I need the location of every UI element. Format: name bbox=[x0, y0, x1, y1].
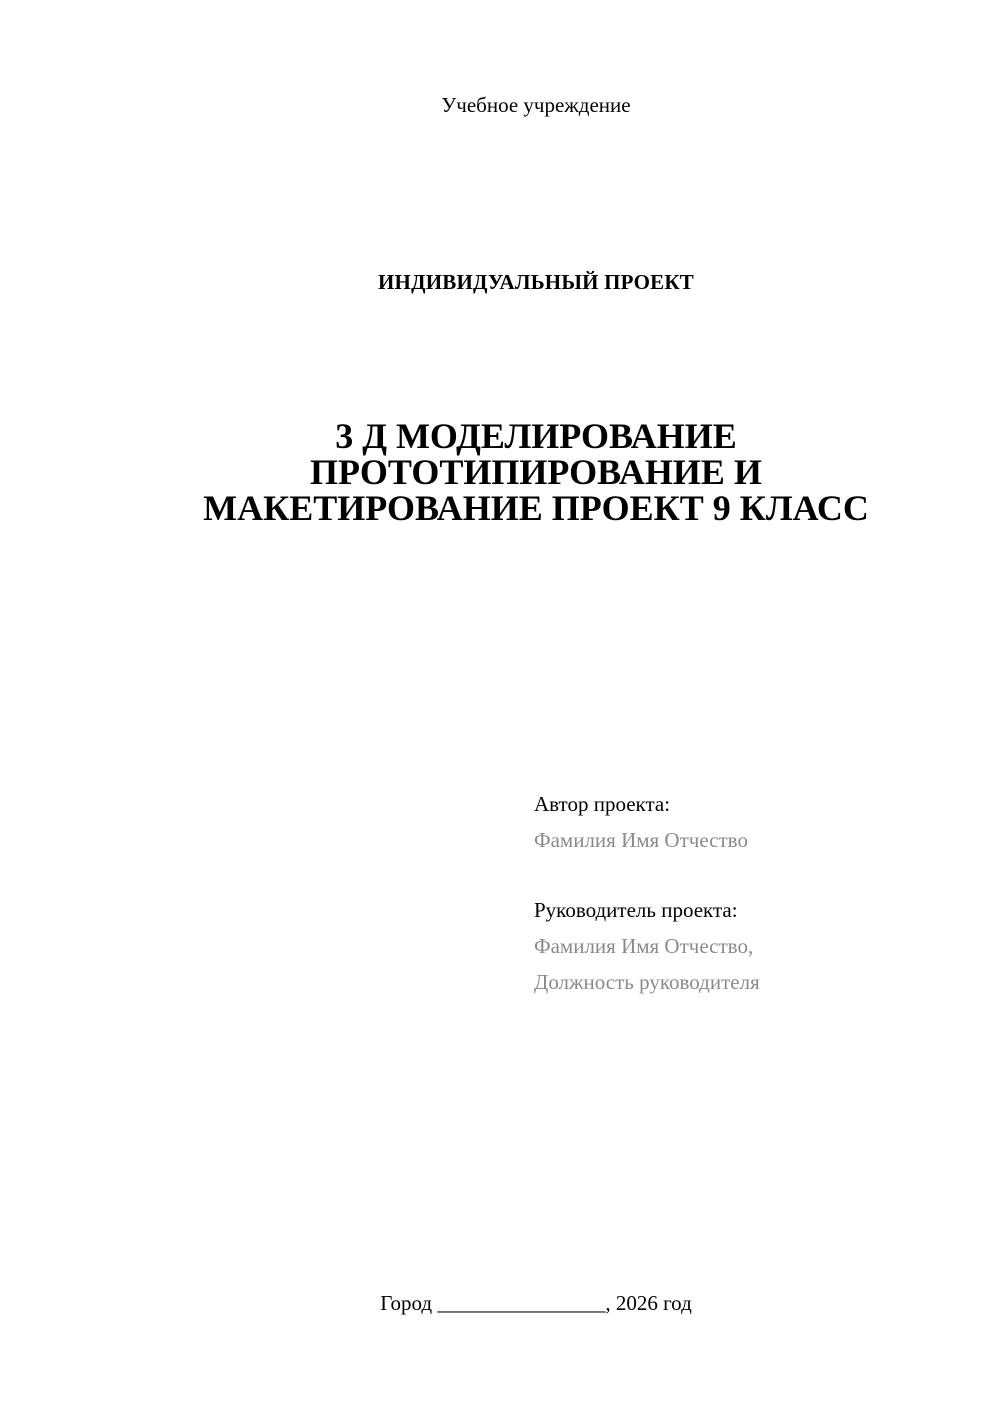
author-block bbox=[534, 786, 748, 858]
document-title bbox=[120, 418, 952, 526]
supervisor-position: Должность руководителя bbox=[534, 970, 760, 994]
author-label: Автор проекта: bbox=[534, 792, 671, 816]
document-type: ИНДИВИДУАЛЬНЫЙ ПРОЕКТ bbox=[378, 270, 694, 294]
supervisor-label: Руководитель проекта: bbox=[534, 898, 738, 922]
institution-name: Учебное учреждение bbox=[441, 93, 631, 117]
supervisor-block bbox=[534, 892, 760, 1000]
title-line: 3 Д МОДЕЛИРОВАНИЕ bbox=[335, 416, 737, 456]
city-year-line: Город ________________, 2026 год bbox=[380, 1291, 692, 1315]
title-line: МАКЕТИРОВАНИЕ ПРОЕКТ 9 КЛАСС bbox=[203, 488, 869, 528]
title-line: ПРОТОТИПИРОВАНИЕ И bbox=[310, 452, 762, 492]
author-name: Фамилия Имя Отчество bbox=[534, 828, 748, 852]
supervisor-name: Фамилия Имя Отчество, bbox=[534, 934, 754, 958]
